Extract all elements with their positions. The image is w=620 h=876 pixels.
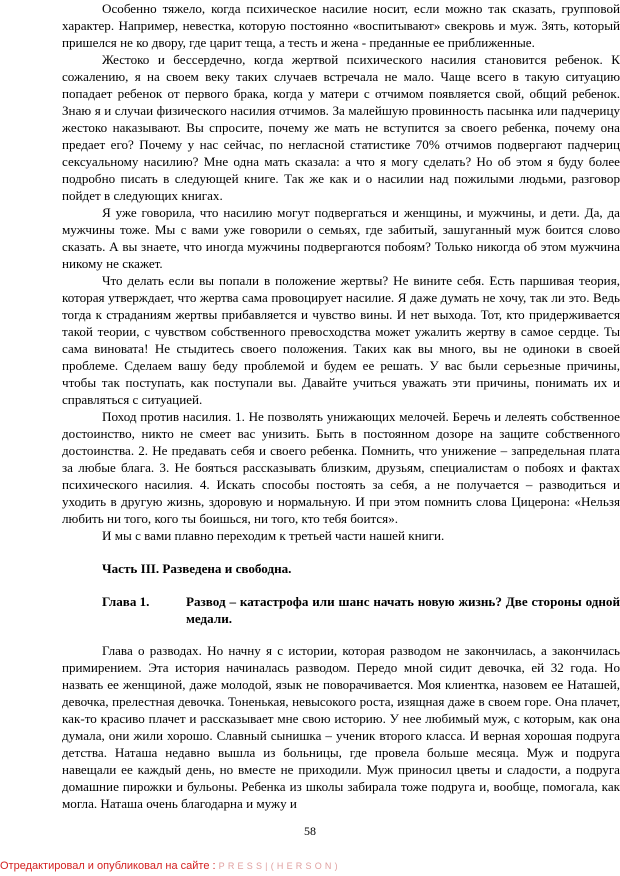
footer-site-link[interactable]: PRESS|(HERSON) <box>218 861 341 871</box>
document-page <box>62 0 620 812</box>
section-heading: Часть III. Разведена и свободна. <box>102 561 292 576</box>
paragraph: Жестоко и бессердечно, когда жертвой психического насилия становится ребенок. К сожалению, я на своем веку таких случаев встречала не мало. Чаще всего в такую ситуацию попадает ребенок от первого брака, когда у матери с отчимом появляется свой, общий ребенок. Знаю я и случаи физического насилия отчимов. За малейшую провинность пасынка или падчерицу жестоко наказывают. Вы спросите, почему же мать не вступится за своего ребенка, почему она предает его? Почему у нас сейчас, по негласной статистике 70% отчимов подвергают падчериц сексуальному насилию? Мне одна мать сказала: а что я могу сделать? Но об этом я буду более подробно писать в следующей книге. Так же как и о насилии над пожилыми людьми, разговор пойдет в следующих книгах. <box>62 52 620 203</box>
chapter-heading <box>102 593 620 627</box>
paragraph: Я уже говорила, что насилию могут подвергаться и женщины, и мужчины, и дети. Да, да мужчины тоже. Мы с вами уже говорили о семьях, где забитый, зашуганный муж боится слово сказать. А вы знаете, что иногда мужчины подвергаются побоям? Только никогда об этом мужчина никому не скажет. <box>62 205 620 271</box>
footer-separator: : <box>212 860 216 872</box>
footer-credit <box>0 860 341 872</box>
chapter-title: Развод – катастрофа или шанс начать новую жизнь? Две стороны одной медали. <box>186 594 620 626</box>
page-number: 58 <box>304 824 316 838</box>
paragraph: Глава о разводах. Но начну я с истории, которая разводом не закончилась, а закончилась примирением. Эта история начиналась разводом. Передо мной сидит девочка, ей 32 года. Но назвать ее женщиной, даже молодой, язык не поворачивается. Моя клиентка, назовем ее Наташей, девочка, прелестная девочка. Тоненькая, невысокого роста, изящная даже в своем горе. Она плачет, как-то красиво плачет и рассказывает мне свою историю. У нее любимый муж, с которым, как она думала, они жили хорошо. Славный сынишка – ученик второго класса. И верная хорошая подруга детства. Наташа недавно вышла из больницы, где провела больше месяца. Муж и подруга навещали ее каждый день, но вместе не приходили. Муж приносил цветы и сладости, а подруга домашние пирожки и бульоны. Ребенка из школы забирала тоже подруга и, вообще, помогала, как могла. Наташа очень благодарна и мужу и <box>62 643 620 811</box>
paragraph: Поход против насилия. 1. Не позволять унижающих мелочей. Беречь и лелеять собственное достоинство, никто не смеет вас унизить. Быть в постоянном дозоре на защите собственного достоинства. 2. Не предавать себя и своего ребенка. Помнить, что унижение – запредельная плата за любые блага. 3. Не бояться рассказывать близким, друзьям, специалистам о побоях и фактах психического насилия. 4. Искать способы постоять за себя, а не получается – разводиться и уходить в другую жизнь, здоровую и нормальную. И при этом помнить слова Цицерона: «Нельзя любить ни того, кого ты боишься, ни того, кто тебя боится». <box>62 409 620 526</box>
paragraph: Особенно тяжело, когда психическое насилие носит, если можно так сказать, групповой характер. Например, невестка, которую постоянно «воспитывают» свекровь и муж. Зять, который пришелся не ко двору, где царит теща, а тесть и жена - преданные ее приближенные. <box>62 1 620 50</box>
paragraph: Что делать если вы попали в положение жертвы? Не вините себя. Есть паршивая теория, которая утверждает, что жертва сама провоцирует насилие. Я даже думать не хочу, так ли это. Ведь тогда к страданиям жертвы прибавляется и чувство вины. И нет выхода. Тот, кто придерживается такой теории, с чувством собственного превосходства может ужалить жертву в самое сердце. Ты сама виновата! Не стыдитесь своего положения. Таких как вы много, вы не одиноки в своей проблеме. Сделаем вашу беду проблемой и будем ее решать. У вас были серьезные причины, чтобы так поступать, как поступали вы. Давайте учиться уважать эти причины, понимать их и справляться с ситуацией. <box>62 273 620 407</box>
footer-credit-text: Отредактировал и опубликовал на сайте <box>0 860 210 872</box>
paragraph: И мы с вами плавно переходим к третьей части нашей книги. <box>102 528 445 543</box>
chapter-number: Глава 1. <box>102 594 150 609</box>
